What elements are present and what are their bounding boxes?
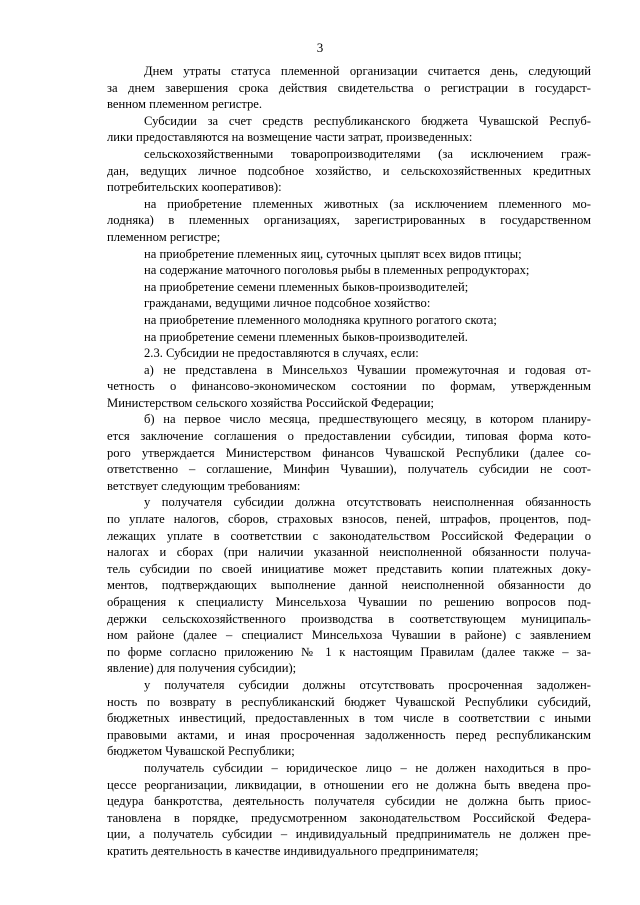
text-line: по уплате налогов, сборов, страховых взносов, пеней, штрафов, процентов, под- [107, 512, 591, 527]
text-line: на приобретение семени племенных быков-производителей. [144, 329, 468, 344]
text-line: дан, ведущих личное подсобное хозяйство, и сельскохозяйственных кредитных [107, 163, 591, 178]
text-line: Субсидии за счет средств республиканского бюджета Чувашской Респуб- [144, 113, 591, 128]
text-line: лодняка) в племенных организациях, зарегистрированных в государственном [107, 213, 591, 228]
text-line: ном районе (далее – специалист Минсельхоза Чувашии в районе) с заявлением [107, 628, 591, 643]
text-line: ции, а получатель субсидии – индивидуальный предприниматель не должен пре- [107, 827, 591, 842]
text-line: ется заключение соглашения о предоставлении субсидии, типовая форма кото- [107, 429, 591, 444]
text-line: держки сельскохозяйственного производства в соответствующем муниципаль- [107, 611, 591, 626]
text-line: б) на первое число месяца, предшествующего месяцу, в котором планиру- [144, 412, 591, 427]
text-line: ментов, подтверждающих выполнение данной неисполненной обязанности до [107, 578, 591, 593]
text-line: на приобретение семени племенных быков-производителей; [144, 279, 469, 294]
text-line: сельскохозяйственными товаропроизводителями (за исключением граж- [144, 146, 591, 161]
text-line: лики предоставляются на возмещение части затрат, произведенных: [107, 130, 473, 145]
text-line: налогах и сборах (при наличии указанной неисполненной обязанности получа- [107, 545, 591, 560]
text-line: на приобретение племенных яиц, суточных цыплят всех видов птицы; [144, 246, 522, 261]
text-line: у получателя субсидии должна отсутствовать неисполненная обязанность [144, 495, 591, 510]
text-line: на приобретение племенного молодняка крупного рогатого скота; [144, 312, 497, 327]
text-line: Министерством сельского хозяйства Российской Федерации; [107, 395, 434, 410]
text-line: 2.3. Субсидии не предоставляются в случаях, если: [144, 346, 419, 361]
text-line: ответственно – соглашение, Минфин Чувашии), получатель субсидии не соот- [107, 462, 591, 477]
text-line: обращения к специалисту Минсельхоза Чувашии по решению вопросов под- [107, 595, 591, 609]
text-line: гражданами, ведущими личное подсобное хозяйство: [144, 296, 431, 311]
text-line: Днем утраты статуса племенной организации считается день, следующий [144, 64, 591, 78]
text-line: потребительских кооперативов): [107, 180, 282, 195]
text-line: бюджетом Чувашской Республики; [107, 744, 295, 759]
page-number: 3 [316, 40, 324, 55]
text-line: получатель субсидии – юридическое лицо – не должен находиться в про- [144, 760, 591, 775]
text-line: венном племенном регистре. [107, 97, 263, 112]
text-line: лежащих уплате в соответствии с законодательством Российской Федерации о [107, 528, 591, 543]
text-line: кратить деятельность в качестве индивидуального предпринимателя; [107, 843, 479, 858]
text-line: бюджетных инвестиций, предоставленных в том числе в соответствии с иными [107, 711, 591, 726]
text-line: тановлена в порядке, предусмотренном законодательством Российской Федера- [107, 810, 591, 825]
text-line: у получателя субсидии должны отсутствовать просроченная задолжен- [144, 677, 591, 692]
text-line: цессе реорганизации, ликвидации, в отношении его не должна быть введена про- [107, 777, 591, 792]
text-line: тель субсидии по своей инициативе может представить копии платежных доку- [107, 561, 591, 576]
text-line: правовыми актами, и иная просроченная задолженность перед республиканским [107, 727, 591, 742]
text-line: цедура банкротства, деятельность получателя субсидии не должна быть приос- [107, 794, 591, 809]
text-line: рого утверждается Министерством финансов Чувашской Республики (далее со- [107, 445, 591, 460]
text-line: четность о финансово-экономическом состоянии по формам, утвержденным [107, 379, 591, 394]
document-body [107, 63, 591, 860]
text-line: ность по возврату в республиканский бюджет Чувашской Республики субсидий, [107, 694, 591, 709]
text-line: явление) для получения субсидии); [107, 661, 297, 676]
text-line: на содержание маточного поголовья рыбы в племенных репродукторах; [144, 263, 530, 278]
text-line: за днем завершения срока действия свидетельства о регистрации в государст- [107, 80, 591, 95]
text-line: по форме согласно приложению № 1 к настоящим Правилам (далее также – за- [107, 644, 591, 659]
text-line: племенном регистре; [107, 229, 221, 244]
text-line: а) не представлена в Минсельхоз Чувашии промежуточная и годовая от- [144, 362, 591, 377]
text-line: на приобретение племенных животных (за исключением племенного мо- [144, 196, 591, 211]
text-line: ветствует следующим требованиям: [107, 478, 301, 493]
